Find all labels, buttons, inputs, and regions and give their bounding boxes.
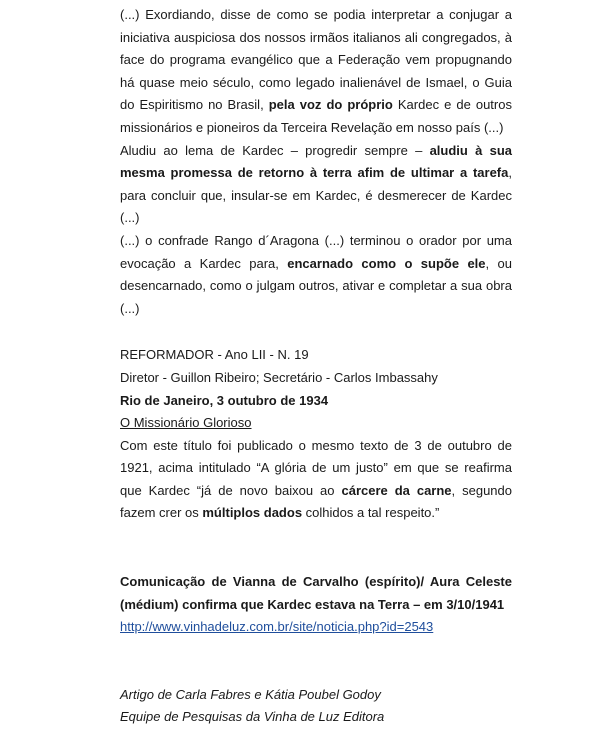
paragraph-text: Kardec e de outros missionários e pioneiros da Terceira Revelação em nosso país (...) (120, 97, 512, 135)
journal-header (120, 344, 512, 434)
journal-directors: Diretor - Guillon Ribeiro; Secretário - Carlos Imbassahy (120, 369, 438, 385)
paragraph-text: Aludiu ao lema de Kardec – progredir sempre – (120, 142, 423, 158)
communication-title: Comunicação de Vianna de Carvalho (espírito)/ Aura Celeste (médium) confirma que Kardec estava na Terra – em 3/10/1941 (120, 574, 512, 612)
paragraph-rango (120, 230, 512, 320)
bold-text: aludiu à sua mesma promessa de retorno à terra afim de ultimar a tarefa (120, 142, 512, 181)
credits-team: Equipe de Pesquisas da Vinha de Luz Editora (120, 709, 385, 725)
credits (120, 684, 512, 729)
paragraph-titulo (120, 435, 512, 525)
paragraph-text: (...) Exordiando, disse de como se podia interpretar a conjugar a iniciativa auspiciosa dos nossos irmãos italianos ali congregados, à face do programa evangélico que a Federação vem propugnando há quase meio século, como legado inalienável de Ismael, o Guia do Espiritismo no Brasil, (120, 7, 512, 113)
source-link[interactable]: http://www.vinhadeluz.com.br/site/noticia.php?id=2543 (120, 619, 434, 635)
journal-date: Rio de Janeiro, 3 outubro de 1934 (120, 392, 329, 408)
bold-text: cárcere da carne (341, 482, 452, 498)
paragraph-text: , segundo fazem crer os (120, 482, 512, 521)
paragraph-text: Com este título foi publicado o mesmo texto de 3 de outubro de 1921, acima intitulado “A glória de um justo” em que se reafirma que Kardec “já de novo baixou ao (120, 437, 512, 498)
bold-text: múltiplos dados (202, 505, 303, 521)
article-title: O Missionário Glorioso (120, 415, 252, 431)
journal-edition: REFORMADOR - Ano LII - N. 19 (120, 347, 309, 363)
paragraph-lema (120, 140, 512, 230)
communication-block (120, 571, 512, 639)
credits-authors: Artigo de Carla Fabres e Kátia Poubel Godoy (120, 686, 381, 702)
paragraph-exordio (120, 4, 512, 140)
paragraph-text: (...) o confrade Rango d´Aragona (...) terminou o orador por uma evocação a Kardec para, (120, 232, 512, 271)
bold-text: encarnado como o supõe ele (287, 255, 486, 271)
document-page (120, 0, 512, 729)
paragraph-text: , ou desencarnado, como o julgam outros, ativar e completar a sua obra (...) (120, 255, 512, 316)
paragraph-text: colhidos a tal respeito.” (305, 505, 440, 521)
bold-text: pela voz do próprio (268, 97, 393, 113)
paragraph-text: , para concluir que, insular-se em Kardec, é desmerecer de Kardec (...) (120, 165, 512, 226)
